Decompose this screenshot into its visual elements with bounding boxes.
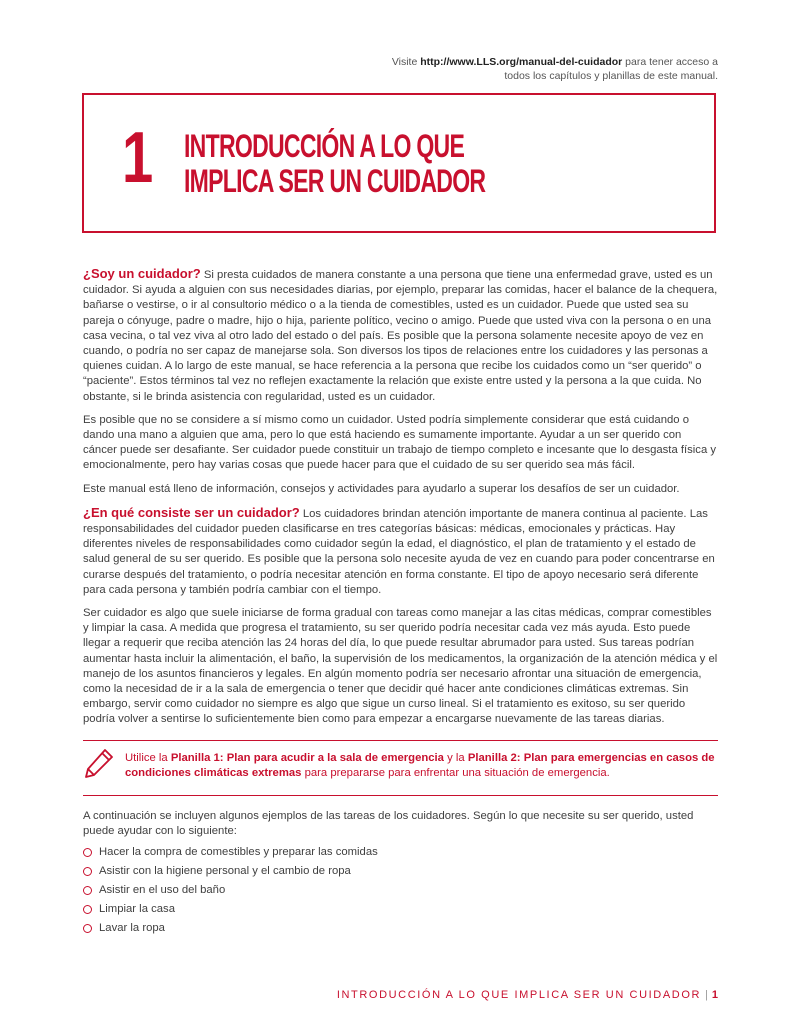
list-item [83, 845, 718, 860]
page-number: 1 [711, 989, 718, 1001]
footer-separator: | [705, 989, 708, 1001]
circle-bullet-icon [83, 924, 92, 933]
circle-bullet-icon [83, 905, 92, 914]
section2-paragraph-1 [83, 505, 718, 598]
section1-lead: ¿Soy un cuidador? [83, 266, 201, 281]
circle-bullet-icon [83, 886, 92, 895]
callout-text-1: Utilice la [125, 751, 171, 764]
list-intro: A continuación se incluyen algunos ejemplos de las tareas de los cuidadores. Según lo que necesite su ser querido, usted puede ayudar con lo siguiente: [83, 809, 694, 837]
list-item [83, 883, 718, 898]
worksheet-1-link[interactable]: Planilla 1: Plan para acudir a la sala de emergencia [170, 751, 444, 764]
worksheet-callout [83, 740, 718, 796]
section2-p1-text: Los cuidadores brindan atención importante de manera continua al paciente. Las responsabilidades del cuidador pueden clasificarse en tres categorías básicas: médicas, emocionales y prácticas. Hay diferentes niveles de responsabilidades como cuidador según la edad, el diagnóstico, el plan de tratamiento y el estado de salud general de su ser querido. Es posible que la persona solo necesite ayuda de vez en cuando para poder concentrarse en curarse después del tratamiento, o podría necesitar atención en forma constante. El tipo de apoyo necesario será diferente para cada persona y también podría cambiar con el tiempo. [83, 507, 715, 596]
callout-text [125, 751, 718, 781]
chapter-title-line-1: INTRODUCCIÓN A LO QUE [184, 128, 465, 164]
section1-paragraph-2: Es posible que no se considere a sí mismo como un cuidador. Usted podría simplemente considerar que está cuidando o dando una mano a alguien que ama, pero lo que está haciendo es sumamente importante. Ayudar a un ser querido con cáncer puede ser desafiante. Ser cuidador puede constituir un trabajo de tiempo completo e incesante que lo desgasta física y emocionalmente, pero hay varias cosas que puede hacer para que el cuidado de su ser querido sea más fácil. [83, 413, 717, 472]
list-item [83, 902, 718, 917]
section1-paragraph-1 [83, 266, 718, 405]
section2-lead: ¿En qué consiste ser un cuidador? [83, 504, 300, 520]
manual-link[interactable]: http://www.LLS.org/manual-del-cuidador [420, 56, 623, 68]
main-content [83, 266, 718, 940]
list-item [83, 864, 718, 879]
chapter-number: 1 [122, 118, 152, 198]
callout-text-2: y la [443, 751, 468, 764]
page-footer [337, 989, 718, 1001]
chapter-title-line-2: IMPLICA SER UN CUIDADOR [184, 163, 486, 199]
list-item-label: Lavar la ropa [99, 922, 165, 935]
section2-paragraph-2: Ser cuidador es algo que suele iniciarse de forma gradual con tareas como manejar a las citas médicas, comprar comestibles y limpiar la casa. A medida que progresa el tratamiento, su ser querido podría necesitar cada vez más ayuda. Esto puede llegar a requerir que reciba atención las 24 horas del día, lo que puede resultar abrumador para usted. Sus tareas podrían aumentar hasta incluir la alimentación, el baño, la supervisión de los medicamentos, la organización de la atención médica y el manejo de los asuntos financieros y legales. En algún momento podría ser necesario afrontar una situación de emergencia, como la necesidad de ir a la sala de emergencia o tener que decidir qué hacer ante condiciones climáticas extremas. Sin embargo, servir como cuidador no siempre es algo que sigue un curso lineal. Si el tratamiento es exitoso, su ser querido podría volver a sentirse lo suficientemente bien como para empezar a encargarse nuevamente de las tareas diarias. [83, 607, 718, 726]
callout-text-3: para prepararse para enfrentar una situación de emergencia. [301, 766, 610, 779]
pencil-icon [83, 747, 115, 779]
footer-title: INTRODUCCIÓN A LO QUE IMPLICA SER UN CUIDADOR [336, 989, 702, 1001]
worksheet-2-link[interactable]: Planilla 2: Plan para emergencias en casos de condiciones climáticas extremas [125, 751, 715, 779]
header-note-suffix: para tener acceso a todos los capítulos y planillas de este manual. [504, 56, 718, 82]
circle-bullet-icon [83, 848, 92, 857]
chapter-title-box [82, 93, 716, 233]
chapter-title [184, 129, 485, 199]
header-note [388, 55, 718, 83]
list-item-label: Limpiar la casa [99, 903, 175, 916]
section1-p1-text: Si presta cuidados de manera constante a una persona que tiene una enfermedad grave, usted es un cuidador. Si ayuda a alguien con sus necesidades diarias, por ejemplo, preparar las comidas, hacer el balance de la chequera, bañarse o vestirse, o ir al consultorio médico o a la tienda de comestibles, usted es un cuidador. Puede que usted sea su pareja o cónyuge, padre o madre, hijo o hija, pariente político, vecino o amigo. Puede que usted viva con la persona o en una casa vecina, o tal vez viva al otro lado del estado o del país. Es posible que la persona solamente necesite apoyo de vez en cuando, o podría no ser capaz de manejarse sola. Son diversos los tipos de relaciones entre los cuidadores y las personas a quienes cuidan. A lo largo de este manual, se hace referencia a la persona que recibe los cuidados como un “ser querido” o “paciente”. Estos términos tal vez no reflejen exactamente la relación que existe entre usted y la persona a la que cuida. No obstante, si le brinda asistencia con regularidad, usted es un cuidador. [83, 269, 718, 403]
header-note-prefix: Visite [391, 56, 421, 68]
list-item-label: Asistir en el uso del baño [99, 884, 226, 897]
task-list [83, 845, 718, 936]
circle-bullet-icon [83, 867, 92, 876]
list-item [83, 921, 718, 936]
list-item-label: Asistir con la higiene personal y el cambio de ropa [99, 865, 351, 878]
section1-paragraph-3: Este manual está lleno de información, consejos y actividades para ayudarlo a superar los desafíos de ser un cuidador. [83, 482, 680, 495]
list-item-label: Hacer la compra de comestibles y preparar las comidas [99, 846, 378, 859]
